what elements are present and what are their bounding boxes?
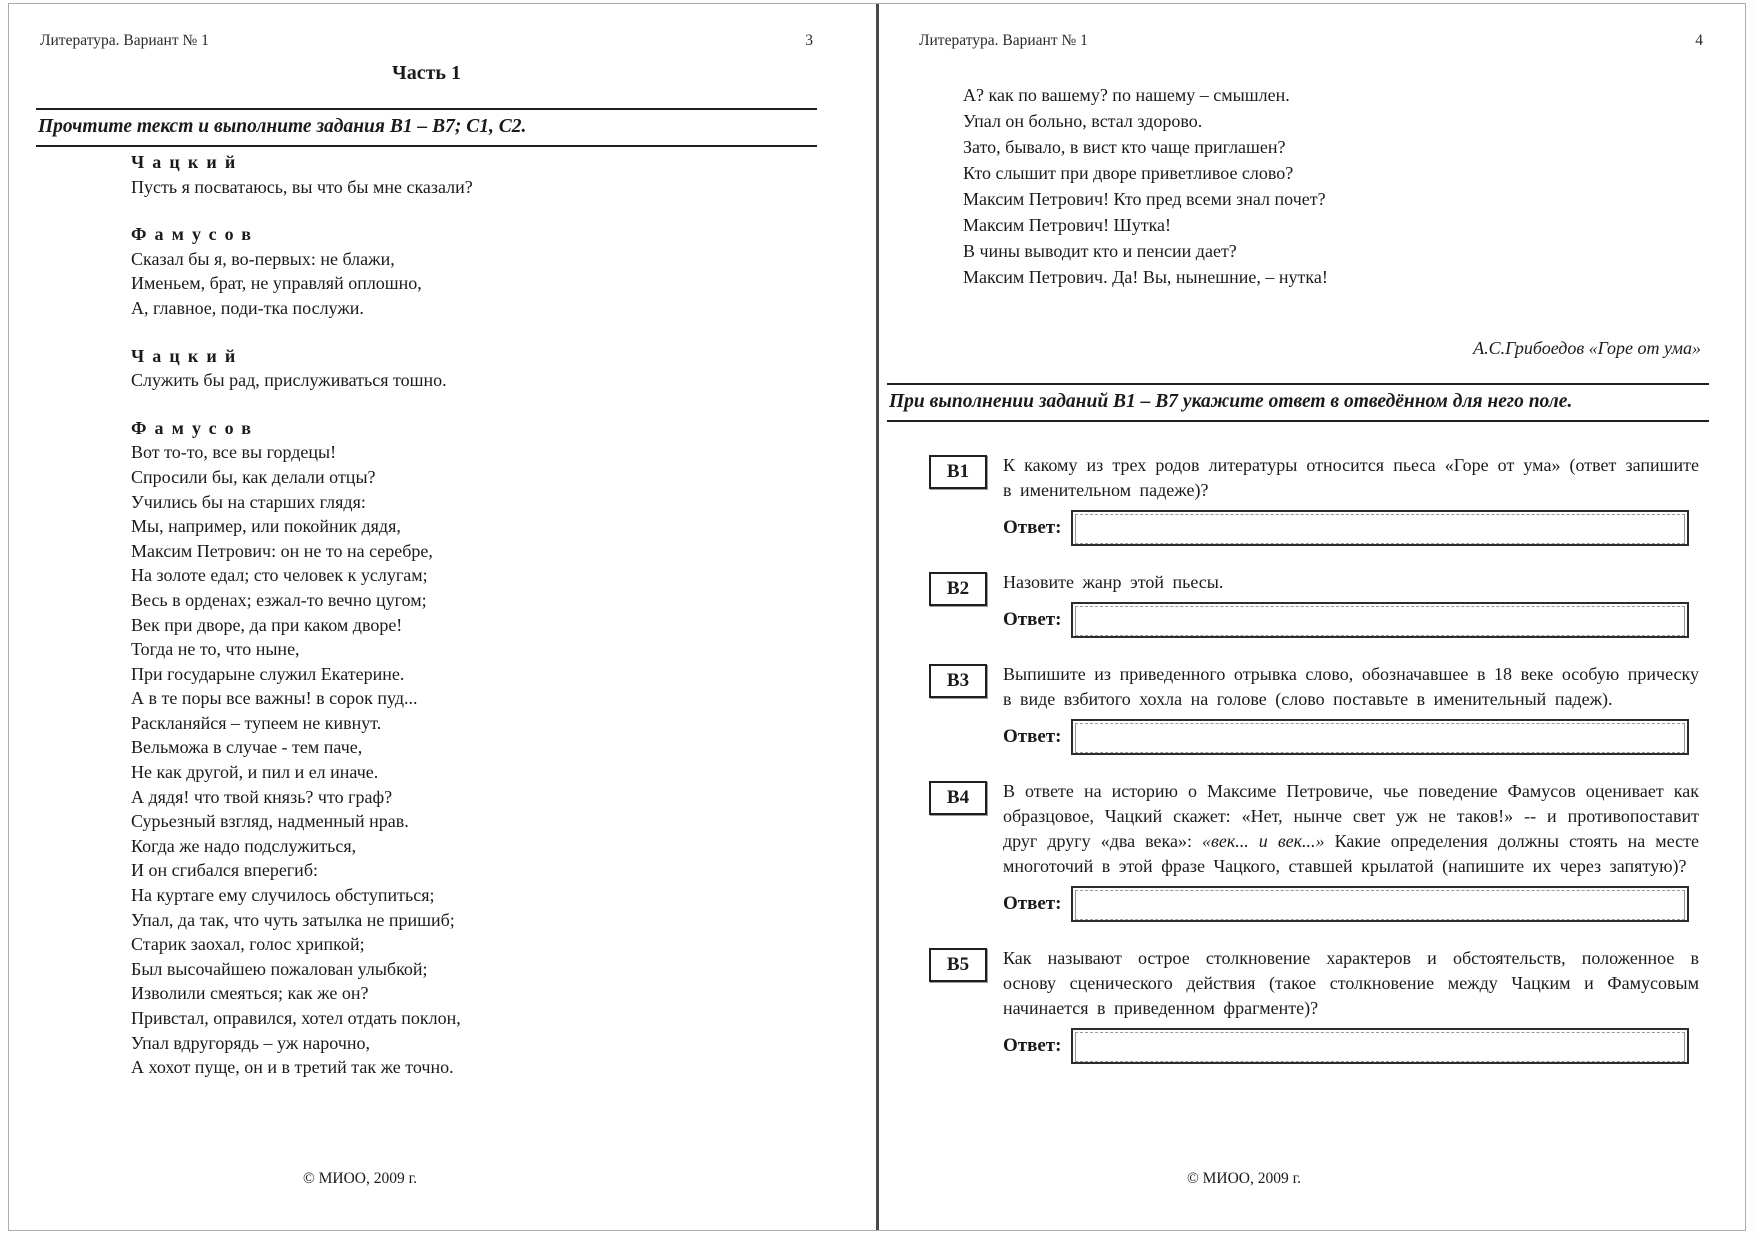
page-3 xyxy=(9,4,875,1230)
speaker-name: Чацкий xyxy=(131,152,244,172)
answer-field xyxy=(1075,606,1685,636)
answer-field xyxy=(1075,723,1685,753)
page-header xyxy=(919,32,1703,50)
verse-line: Изволили смеяться; как же он? xyxy=(131,983,369,1004)
verse-line: Весь в орденах; езжал-то вечно цугом; xyxy=(131,589,427,610)
verse-line: Вот то-то, все вы гордецы! xyxy=(131,442,337,463)
verse-line: При государыне служил Екатерине. xyxy=(131,663,405,684)
verse-line: На золоте едал; сто человек к услугам; xyxy=(131,565,428,586)
verse-line: Максим Петрович! Кто пред всеми знал почет? xyxy=(963,189,1326,209)
verse-line: Упал он больно, встал здорово. xyxy=(963,111,1203,131)
verse-line: А дядя! что твой князь? что граф? xyxy=(131,786,393,807)
answer-field xyxy=(1075,890,1685,920)
verse-line: На куртаге ему случилось обступиться; xyxy=(131,885,435,906)
answer-label: Ответ: xyxy=(1003,726,1062,747)
answer-box-b4[interactable] xyxy=(1071,886,1689,922)
question-text: В ответе на историю о Максиме Петровиче, чье поведение Фамусов оценивает как образцовое, Чацкий скажет: «Нет, нынче свет уж не таков!» -- и противопоставит друг другу «два века»: «век... и век...» Какие определения должны стоять на месте многоточий в этой фразе Чацкого, ставшей крылатой (напишите их через запятую)? xyxy=(1003,781,1699,876)
verse-line: Упал вдругорядь – уж нарочно, xyxy=(131,1032,371,1053)
verse-line: В чины выводит кто и пенсии дает? xyxy=(963,241,1237,261)
question-text: Назовите жанр этой пьесы. xyxy=(1003,572,1224,592)
answer-row xyxy=(1003,510,1699,546)
answer-row xyxy=(1003,886,1699,922)
header-title: Литература. Вариант № 1 xyxy=(919,32,1088,49)
part-title: Часть 1 xyxy=(392,62,461,84)
page-footer: © МИОО, 2009 г. xyxy=(302,1170,418,1187)
verse-line: А хохот пуще, он и в третий так же точно. xyxy=(131,1057,454,1078)
verse-line: Тогда не то, что ныне, xyxy=(131,639,300,660)
answer-box-b1[interactable] xyxy=(1071,510,1689,546)
answer-box-b2[interactable] xyxy=(1071,602,1689,638)
poem-excerpt xyxy=(963,82,1717,290)
answer-row xyxy=(1003,1028,1699,1064)
question-b2 xyxy=(929,570,1699,638)
verse-line: Век при дворе, да при каком дворе! xyxy=(131,614,403,635)
header-title: Литература. Вариант № 1 xyxy=(40,32,209,49)
verse-line: Спросили бы, как делали отцы? xyxy=(131,466,376,487)
dialogue-turn xyxy=(131,222,847,320)
question-b5 xyxy=(929,946,1699,1064)
verse-line: А? как по вашему? по нашему – смышлен. xyxy=(963,85,1290,105)
questions-section xyxy=(929,453,1699,1088)
verse-line: Максим Петрович: он не то на серебре, xyxy=(131,540,433,561)
verse-line: Кто слышит при дворе приветливое слово? xyxy=(963,163,1294,183)
page-header xyxy=(40,32,813,50)
dialogue xyxy=(131,150,847,1103)
verse-line: Служить бы рад, прислуживаться тошно. xyxy=(131,370,447,391)
verse-line: Максим Петрович. Да! Вы, нынешние, – нутка! xyxy=(963,267,1328,287)
question-text: Как называют острое столкновение характеров и обстоятельств, положенное в основу сценического действия (такое столкновение между Чацким и Фамусовым начинается в приведенном фрагменте)? xyxy=(1003,948,1699,1018)
question-text: Выпишите из приведенного отрывка слово, обозначавшее в 18 веке особую прическу в виде взбитого хохла на голове (слово поставьте в именительный падеж). xyxy=(1003,664,1699,709)
verse-line: Сказал бы я, во-первых: не блажи, xyxy=(131,248,395,269)
verse-line: Максим Петрович! Шутка! xyxy=(963,215,1172,235)
question-b1 xyxy=(929,453,1699,546)
question-text: К какому из трех родов литературы относится пьеса «Горе от ума» (ответ запишите в именительном падеже)? xyxy=(1003,455,1699,500)
question-number-box: В5 xyxy=(929,948,987,982)
document-frame xyxy=(8,3,1746,1231)
answer-row xyxy=(1003,602,1699,638)
answer-row xyxy=(1003,719,1699,755)
dialogue-turn xyxy=(131,416,847,1080)
speaker-name: Фамусов xyxy=(131,224,260,245)
verse-line: Вельможа в случае - тем паче, xyxy=(131,737,363,758)
answer-label: Ответ: xyxy=(1003,893,1062,914)
dialogue-turn xyxy=(131,344,847,393)
question-number-box: В3 xyxy=(929,664,987,698)
verse-line: Привстал, оправился, хотел отдать поклон, xyxy=(131,1008,461,1028)
question-b3 xyxy=(929,662,1699,755)
answer-field xyxy=(1075,1032,1685,1062)
answer-box-b3[interactable] xyxy=(1071,719,1689,755)
verse-line: Учились бы на старших глядя: xyxy=(131,491,366,512)
question-number-box: В1 xyxy=(929,455,987,489)
verse-line: Упал, да так, что чуть затылка не пришиб; xyxy=(131,909,455,930)
verse-line: Не как другой, и пил и ел иначе. xyxy=(131,762,379,783)
question-number-box: В4 xyxy=(929,781,987,815)
answer-label: Ответ: xyxy=(1003,517,1062,538)
verse-line: А, главное, поди-тка послужи. xyxy=(131,297,364,318)
verse-line: Сурьезный взгляд, надменный нрав. xyxy=(131,811,409,832)
answer-label: Ответ: xyxy=(1003,1035,1062,1056)
verse-line: Пусть я посватаюсь, вы что бы мне сказали? xyxy=(131,176,473,197)
verse-line: Старик заохал, голос хрипкой; xyxy=(131,934,365,955)
page-4 xyxy=(879,4,1745,1230)
verse-line: И он сгибался вперегиб: xyxy=(131,860,318,881)
page-number: 3 xyxy=(805,32,813,49)
answer-field xyxy=(1075,514,1685,544)
question-b4 xyxy=(929,779,1699,922)
dialogue-turn xyxy=(131,150,847,199)
page-number: 4 xyxy=(1695,32,1703,49)
verse-line: Когда же надо подслужиться, xyxy=(131,835,357,856)
page-footer: © МИОО, 2009 г. xyxy=(1186,1170,1302,1187)
speaker-name: Чацкий xyxy=(131,345,244,366)
speaker-name: Фамусов xyxy=(131,417,260,438)
verse-line: Зато, бывало, в вист кто чаще приглашен? xyxy=(963,137,1286,157)
verse-line: А в те поры все важны! в сорок пуд... xyxy=(131,688,418,709)
answer-box-b5[interactable] xyxy=(1071,1028,1689,1064)
answer-label: Ответ: xyxy=(1003,609,1062,630)
source-attribution: А.С.Грибоедов «Горе от ума» xyxy=(1473,338,1701,358)
verse-line: Мы, например, или покойник дядя, xyxy=(131,516,401,537)
verse-line: Именьем, брат, не управляй оплошно, xyxy=(131,273,422,294)
verse-line: Раскланяйся – тупеем не кивнут. xyxy=(131,712,382,733)
question-number-box: В2 xyxy=(929,572,987,606)
instruction-banner: Прочтите текст и выполните задания В1 – В7; С1, С2. xyxy=(36,108,817,147)
instruction-banner: При выполнении заданий В1 – В7 укажите ответ в отведённом для него поле. xyxy=(887,383,1709,422)
verse-line: Был высочайшею пожалован улыбкой; xyxy=(131,958,428,979)
